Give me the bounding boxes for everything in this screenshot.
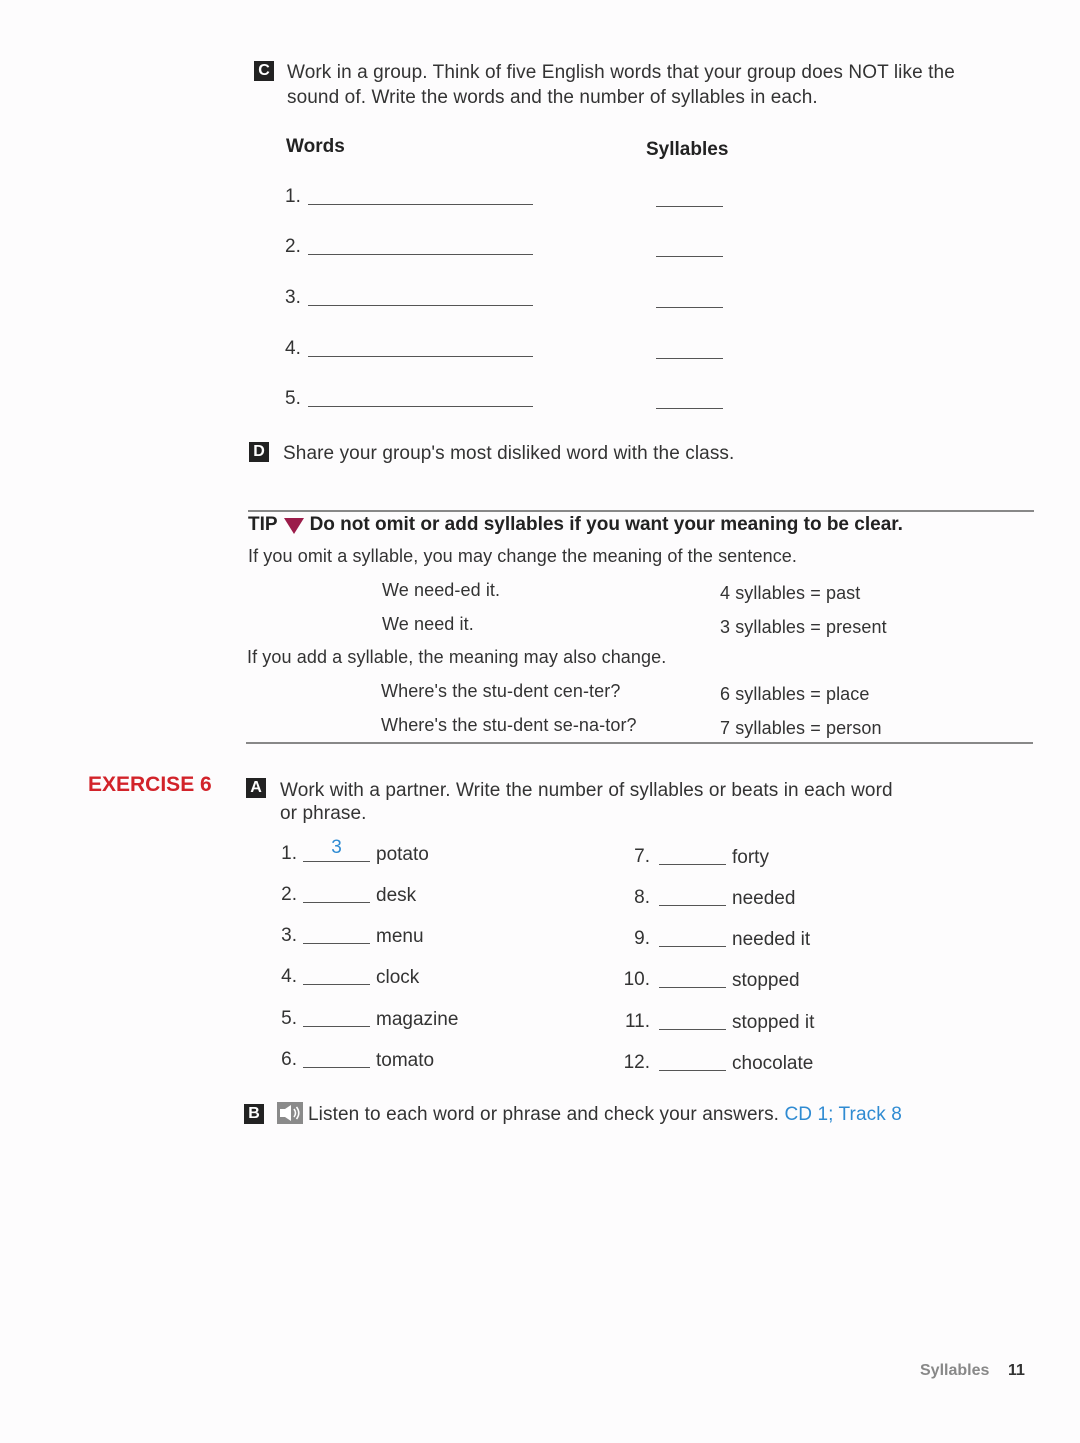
answer-blank[interactable] — [303, 943, 370, 944]
answer-blank[interactable] — [659, 1070, 726, 1071]
part-b-instruction-row — [308, 1104, 902, 1126]
tip-intro-omit: If you omit a syllable, you may change the meaning of the sentence. — [248, 546, 798, 566]
tip-omit-sentence-2: We need it. — [382, 614, 474, 634]
answer-blank[interactable] — [303, 1026, 370, 1027]
tip-label: TIP — [248, 514, 278, 535]
words-row-number: 1. — [285, 186, 301, 207]
section-d-badge: D — [249, 442, 269, 462]
footer-section-label: Syllables — [920, 1362, 990, 1379]
item-number: 8. — [634, 887, 650, 908]
item-word: needed — [732, 888, 796, 909]
answer-blank[interactable] — [659, 905, 726, 906]
section-c — [254, 60, 274, 81]
tip-omit-sentence-1: We need-ed it. — [382, 580, 501, 600]
syllable-count-blank[interactable] — [656, 408, 723, 409]
footer-page-number: 11 — [1008, 1362, 1025, 1379]
section-d — [249, 441, 269, 462]
answer-blank[interactable] — [303, 861, 370, 862]
answer-blank[interactable] — [659, 1029, 726, 1030]
item-number: 9. — [634, 928, 650, 949]
tip-top-rule — [248, 510, 1034, 512]
section-d-instruction: Share your group's most disliked word with the class. — [283, 443, 735, 464]
part-a-badge: A — [246, 778, 266, 798]
item-word: desk — [376, 885, 417, 906]
words-row-number: 3. — [285, 287, 301, 308]
tip-headline-row — [248, 514, 903, 536]
word-blank[interactable] — [308, 254, 533, 255]
answer-value[interactable]: 3 — [331, 837, 342, 858]
word-blank[interactable] — [308, 356, 533, 357]
words-row-number: 2. — [285, 236, 301, 257]
item-word: tomato — [376, 1050, 435, 1071]
part-a — [246, 777, 266, 798]
syllable-count-blank[interactable] — [656, 307, 723, 308]
part-b-track[interactable]: CD 1; Track 8 — [784, 1104, 902, 1125]
section-c-badge: C — [254, 61, 274, 81]
tip-add-note-2: 7 syllables = person — [720, 718, 882, 738]
tip-intro-add: If you add a syllable, the meaning may also change. — [247, 647, 667, 667]
item-word: magazine — [376, 1009, 459, 1030]
item-number: 7. — [634, 846, 650, 867]
syllable-count-blank[interactable] — [656, 206, 723, 207]
tip-headline: Do not omit or add syllables if you want your meaning to be clear. — [309, 514, 903, 535]
item-number: 5. — [281, 1008, 297, 1029]
item-number: 4. — [281, 966, 297, 987]
item-word: clock — [376, 967, 420, 988]
part-b-badge: B — [244, 1104, 264, 1124]
tip-omit-note-2: 3 syllables = present — [720, 617, 887, 637]
words-row-number: 4. — [285, 338, 301, 359]
item-number: 1. — [281, 843, 297, 864]
item-number: 6. — [281, 1049, 297, 1070]
syllables-column-header: Syllables — [646, 139, 729, 160]
words-row-number: 5. — [285, 388, 301, 409]
item-word: chocolate — [732, 1053, 814, 1074]
answer-blank[interactable] — [659, 946, 726, 947]
item-word: needed it — [732, 929, 811, 950]
item-word: stopped it — [732, 1012, 815, 1033]
part-b — [244, 1103, 264, 1124]
answer-blank[interactable] — [303, 902, 370, 903]
speaker-icon[interactable] — [277, 1102, 303, 1128]
word-blank[interactable] — [308, 406, 533, 407]
part-b-instruction: Listen to each word or phrase and check your answers. — [308, 1104, 780, 1125]
item-number: 12. — [623, 1052, 650, 1073]
syllable-count-blank[interactable] — [656, 256, 723, 257]
section-c-instruction-line2: sound of. Write the words and the number of syllables in each. — [287, 87, 818, 108]
item-number: 10. — [623, 969, 650, 990]
answer-blank[interactable] — [659, 864, 726, 865]
word-blank[interactable] — [308, 305, 533, 306]
item-word: stopped — [732, 970, 800, 991]
answer-blank[interactable] — [303, 984, 370, 985]
section-c-instruction-line1: Work in a group. Think of five English words that your group does NOT like the — [287, 62, 955, 83]
item-word: potato — [376, 844, 429, 865]
syllable-count-blank[interactable] — [656, 358, 723, 359]
tip-omit-note-1: 4 syllables = past — [720, 583, 861, 603]
tip-add-sentence-1: Where's the stu-dent cen-ter? — [381, 681, 621, 701]
exercise-6-title: EXERCISE 6 — [88, 773, 212, 796]
word-blank[interactable] — [308, 204, 533, 205]
item-number: 3. — [281, 925, 297, 946]
item-word: forty — [732, 847, 769, 868]
tip-add-note-1: 6 syllables = place — [720, 684, 870, 704]
answer-blank[interactable] — [303, 1067, 370, 1068]
item-number: 2. — [281, 884, 297, 905]
part-a-instruction-line1: Work with a partner. Write the number of syllables or beats in each word — [280, 780, 893, 801]
tip-bottom-rule — [246, 742, 1033, 744]
item-number: 11. — [624, 1011, 650, 1032]
words-column-header: Words — [286, 136, 345, 157]
tip-triangle-icon — [284, 518, 304, 534]
tip-add-sentence-2: Where's the stu-dent se-na-tor? — [381, 715, 637, 735]
part-a-instruction-line2: or phrase. — [280, 803, 367, 824]
item-word: menu — [376, 926, 424, 947]
answer-blank[interactable] — [659, 987, 726, 988]
